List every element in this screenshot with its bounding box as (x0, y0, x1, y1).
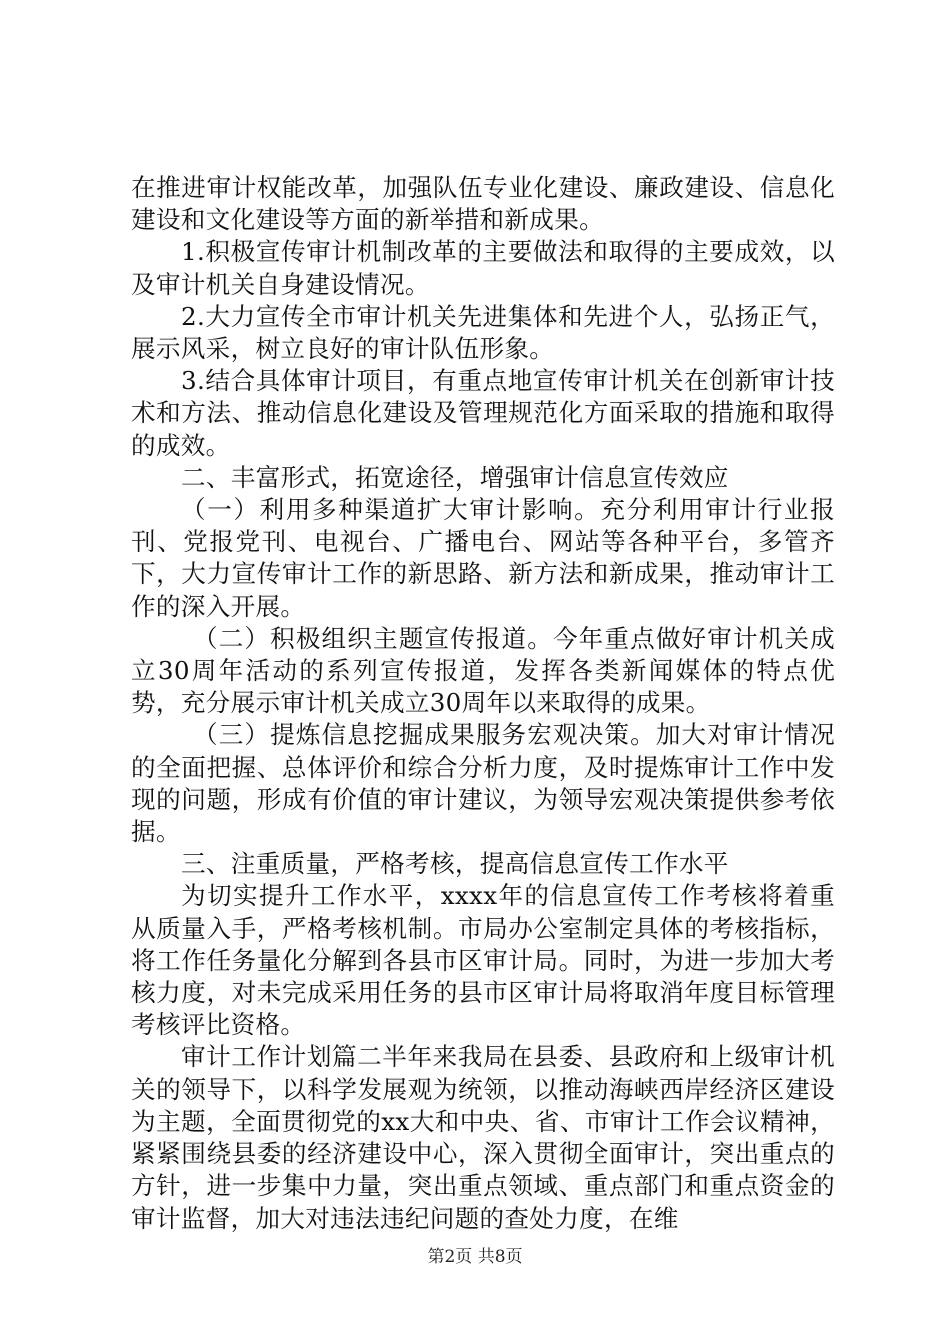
paragraph-item-1: 1.积极宣传审计机制改革的主要做法和取得的主要成效，以及审计机关自身建设情况。 (131, 237, 835, 299)
paragraph-assessment: 为切实提升工作水平，xxxx年的信息宣传工作考核将着重从质量入手，严格考核机制。市局办公室制定具体的考核指标，将工作任务量化分解到各县市区审计局。同时，为进一步加大考核力度，对未完成采用任务的县市区审计局将取消年度目标管理考核评比资格。 (131, 881, 835, 1040)
section-heading-3: 三、注重质量，严格考核，提高信息宣传工作水平 (181, 849, 729, 879)
section-heading-2: 二、丰富形式，拓宽途径，增强审计信息宣传效应 (181, 462, 729, 492)
paragraph-sub-3: （三）提炼信息挖掘成果服务宏观决策。加大对审计情况的全面把握、总体评价和综合分析力度，及时提炼审计工作中发现的问题，形成有价值的审计建议，为领导宏观决策提供参考依据。 (131, 720, 835, 847)
paragraph-item-3: 3.结合具体审计项目，有重点地宣传审计机关在创新审计技术和方法、推动信息化建设及管理规范化方面采取的措施和取得的成效。 (131, 366, 835, 460)
paragraph-sub-2: （二）积极组织主题宣传报道。今年重点做好审计机关成立30周年活动的系列宣传报道，发挥各类新闻媒体的特点优势，充分展示审计机关成立30周年以来取得的成果。 (131, 623, 835, 718)
paragraph-item-2: 2.大力宣传全市审计机关先进集体和先进个人，弘扬正气，展示风采，树立良好的审计队伍形象。 (131, 301, 835, 364)
page-number: 第2页 共8页 (427, 1247, 523, 1267)
document-body (131, 172, 835, 1235)
page-footer (0, 1246, 950, 1268)
paragraph-plan-part-2: 审计工作计划篇二半年来我局在县委、县政府和上级审计机关的领导下，以科学发展观为统领，以推动海峡西岸经济区建设为主题，全面贯彻党的xx大和中央、省、市审计工作会议精神，紧紧围绕县委的经济建设中心，深入贯彻全面审计，突出重点的方针，进一步集中力量，突出重点领域、重点部门和重点资金的审计监督，加大对违法违纪问题的查处力度，在维 (131, 1042, 835, 1233)
paragraph-continuation: 在推进审计权能改革，加强队伍专业化建设、廉政建设、信息化建设和文化建设等方面的新举措和新成果。 (131, 173, 835, 235)
paragraph-sub-1: （一）利用多种渠道扩大审计影响。充分利用审计行业报刊、党报党刊、电视台、广播电台、网站等各种平台，多管齐下，大力宣传审计工作的新思路、新方法和新成果，推动审计工作的深入开展。 (131, 495, 835, 621)
